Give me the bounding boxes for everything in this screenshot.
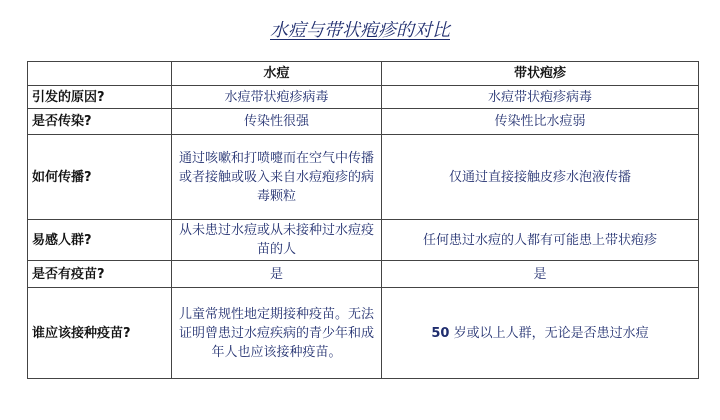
cell-shingles-transmission: 仅通过直接接触皮疹水泡液传播 (382, 135, 699, 220)
row-label-susceptible: 易感人群? (28, 220, 172, 261)
page-title-text: 水痘与带状疱疹的对比 (270, 20, 450, 41)
age-number: 50 (431, 325, 450, 341)
header-shingles: 带状疱疹 (382, 62, 699, 86)
row-label-vaccine: 是否有疫苗? (28, 261, 172, 288)
header-chickenpox: 水痘 (172, 62, 382, 86)
row-label-who-vaccinate: 谁应该接种疫苗? (28, 288, 172, 379)
cell-chickenpox-who-vaccinate: 儿童常规性地定期接种疫苗。无法证明曾患过水痘疾病的青少年和成年人也应该接种疫苗。 (172, 288, 382, 379)
cell-chickenpox-susceptible: 从未患过水痘或从未接种过水痘疫苗的人 (172, 220, 382, 261)
comparison-table (27, 61, 699, 379)
table-row (28, 86, 699, 109)
table-row (28, 135, 699, 220)
cell-shingles-contagious: 传染性比水痘弱 (382, 109, 699, 135)
cell-chickenpox-transmission: 通过咳嗽和打喷嚏而在空气中传播或者接触或吸入来自水痘疱疹的病毒颗粒 (172, 135, 382, 220)
cell-shingles-cause: 水痘带状疱疹病毒 (382, 86, 699, 109)
row-label-contagious: 是否传染? (28, 109, 172, 135)
cell-shingles-susceptible: 任何患过水痘的人都有可能患上带状疱疹 (382, 220, 699, 261)
table-header-row (28, 62, 699, 86)
cell-chickenpox-vaccine: 是 (172, 261, 382, 288)
page-title (0, 20, 720, 42)
table-row (28, 288, 699, 379)
row-label-transmission: 如何传播? (28, 135, 172, 220)
cell-shingles-vaccine: 是 (382, 261, 699, 288)
table-row (28, 261, 699, 288)
cell-chickenpox-cause: 水痘带状疱疹病毒 (172, 86, 382, 109)
table-row (28, 109, 699, 135)
cell-shingles-who-vaccinate (382, 288, 699, 379)
cell-chickenpox-contagious: 传染性很强 (172, 109, 382, 135)
header-empty (28, 62, 172, 86)
row-label-cause: 引发的原因? (28, 86, 172, 109)
age-text: 岁或以上人群，无论是否患过水痘 (449, 325, 649, 341)
table-row (28, 220, 699, 261)
